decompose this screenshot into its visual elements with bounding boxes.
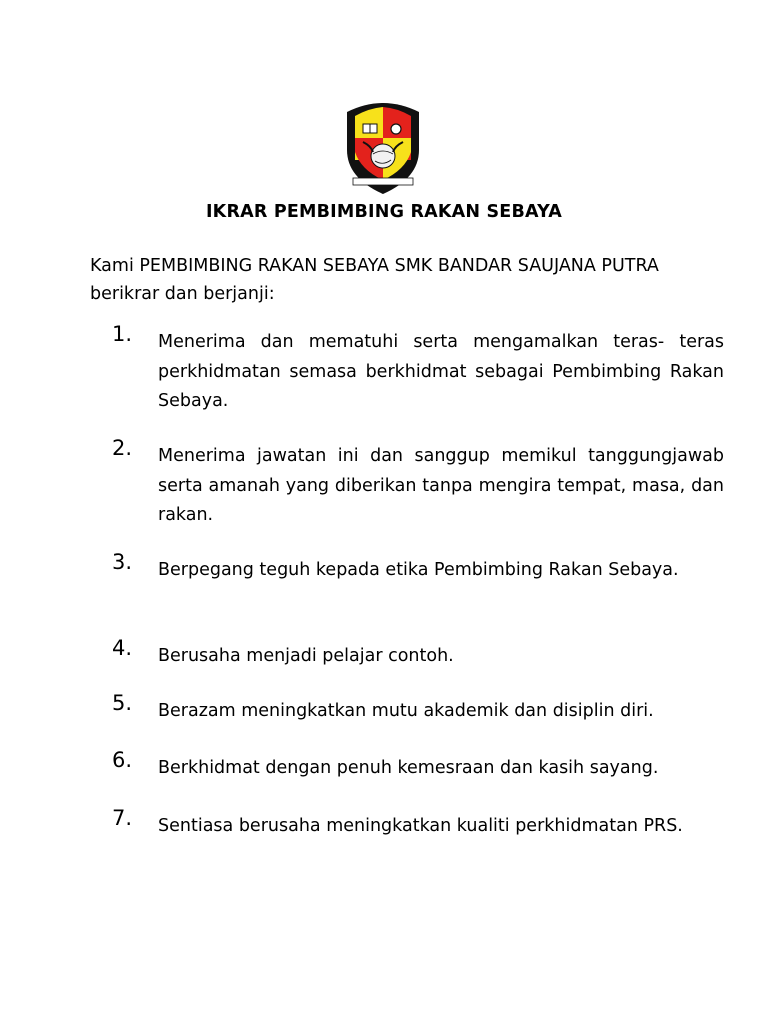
- pledge-number: 2.: [112, 436, 133, 460]
- pledge-text: Berkhidmat dengan penuh kemesraan dan kasih sayang.: [158, 758, 659, 778]
- pledge-text: Berazam meningkatkan mutu akademik dan disiplin diri.: [158, 701, 654, 721]
- pledge-text: Menerima jawatan ini dan sanggup memikul tanggungjawab serta amanah yang diberikan tanpa mengira tempat, masa, dan rakan.: [158, 446, 724, 525]
- pledge-number: 3.: [112, 550, 133, 574]
- pledge-text: Berusaha menjadi pelajar contoh.: [158, 646, 454, 666]
- pledge-number: 1.: [112, 322, 133, 346]
- pledge-number: 4.: [112, 636, 133, 660]
- intro-paragraph: Kami PEMBIMBING RAKAN SEBAYA SMK BANDAR SAUJANA PUTRA berikrar dan berjanji:: [90, 256, 659, 304]
- pledge-text: Berpegang teguh kepada etika Pembimbing Rakan Sebaya.: [158, 560, 679, 580]
- document-title: IKRAR PEMBIMBING RAKAN SEBAYA: [205, 202, 563, 222]
- pledge-number: 6.: [112, 748, 133, 772]
- pledge-text: Sentiasa berusaha meningkatkan kualiti perkhidmatan PRS.: [158, 816, 683, 836]
- pledge-text: Menerima dan mematuhi serta mengamalkan teras- teras perkhidmatan semasa berkhidmat sebagai Pembimbing Rakan Sebaya.: [158, 332, 724, 411]
- pledge-number: 5.: [112, 691, 133, 715]
- pledge-number: 7.: [112, 806, 133, 830]
